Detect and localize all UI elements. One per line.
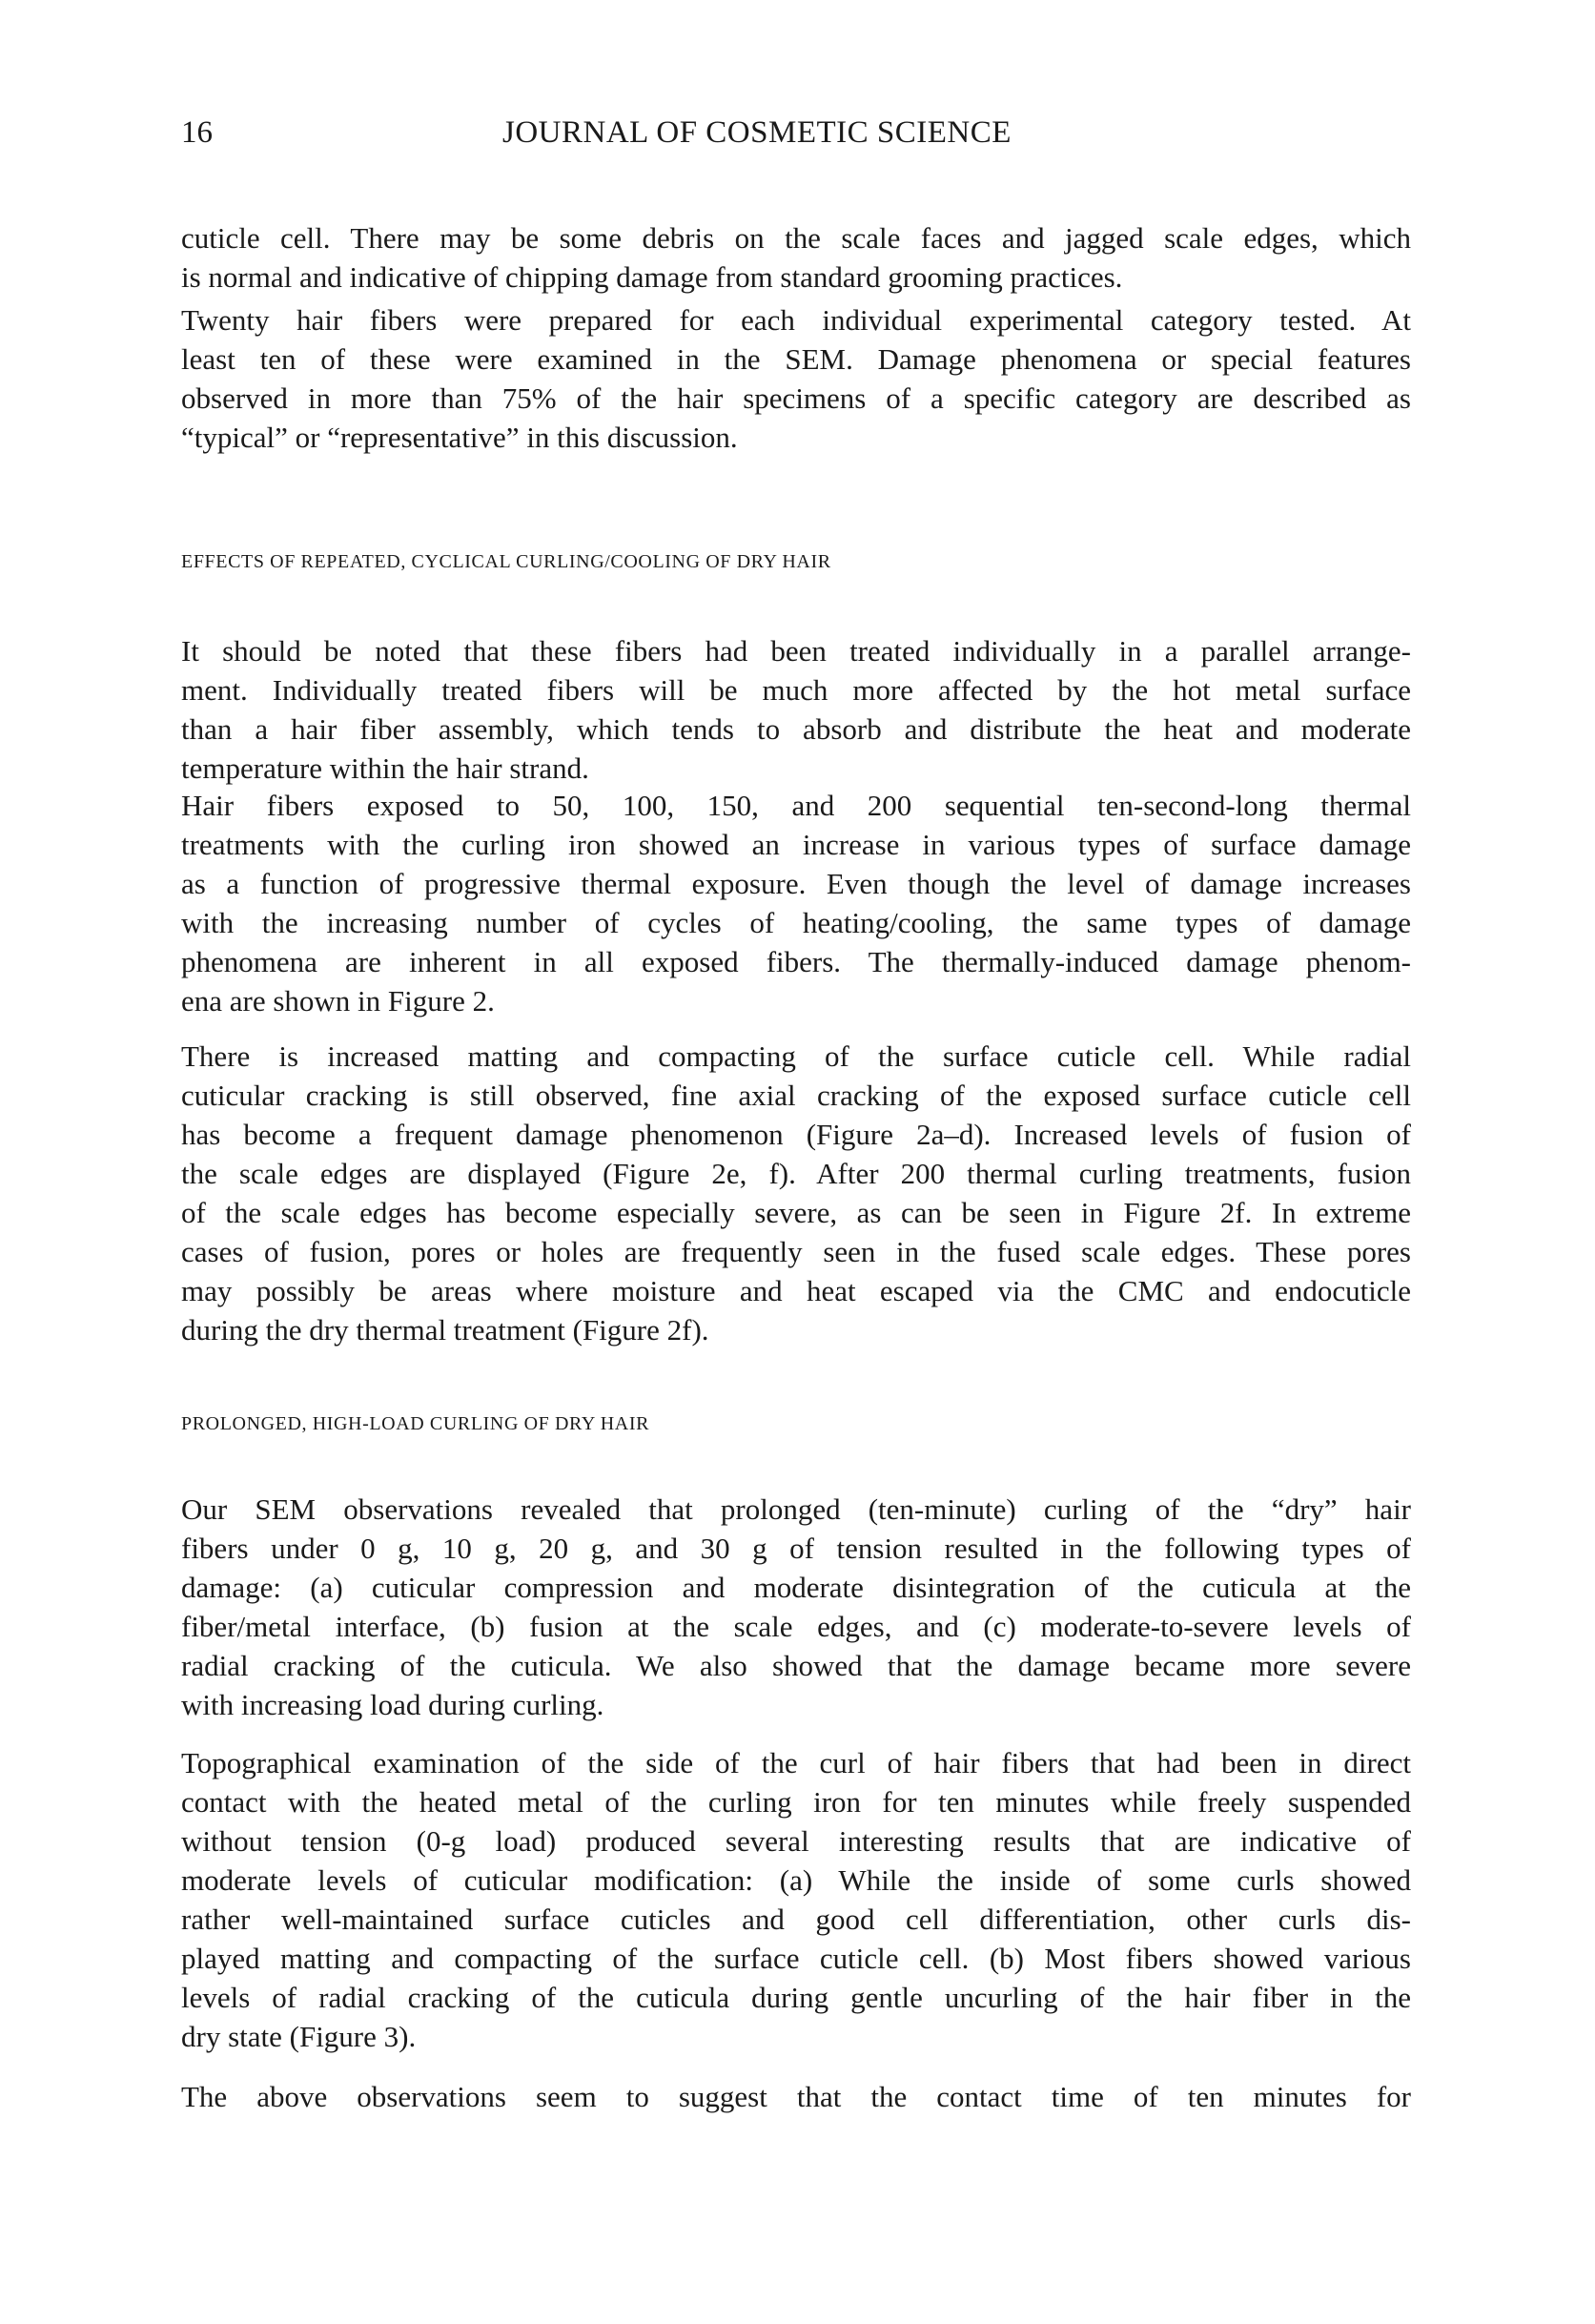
text-line: cuticle cell. There may be some debris on the scale faces and jagged scale edges, which (181, 221, 1411, 255)
text-line: fiber/metal interface, (b) fusion at the scale edges, and (c) moderate-to-severe levels of (181, 1610, 1411, 1643)
text-line: levels of radial cracking of the cuticula during gentle uncurling of the hair fiber in the (181, 1981, 1411, 2014)
text-line: It should be noted that these fibers had been treated individually in a parallel arrange- (181, 634, 1411, 668)
text-line: contact with the heated metal of the curling iron for ten minutes while freely suspended (181, 1785, 1411, 1819)
text-line: The above observations seem to suggest that the contact time of ten minutes for (181, 2080, 1411, 2113)
text-line: as a function of progressive thermal exposure. Even though the level of damage increases (181, 867, 1411, 900)
running-header-journal-title: JOURNAL OF COSMETIC SCIENCE (502, 115, 1012, 150)
text-line: treatments with the curling iron showed an increase in various types of surface damage (181, 828, 1411, 861)
text-line: moderate levels of cuticular modification: (a) While the inside of some curls showed (181, 1863, 1411, 1897)
text-line: fibers under 0 g, 10 g, 20 g, and 30 g of tension resulted in the following types of (181, 1532, 1411, 1565)
text-line: “typical” or “representative” in this discussion. (181, 421, 738, 454)
text-line: ena are shown in Figure 2. (181, 984, 495, 1018)
paragraph (181, 300, 1411, 457)
text-line: played matting and compacting of the surface cuticle cell. (b) Most fibers showed various (181, 1942, 1411, 1975)
text-line: without tension (0-g load) produced several interesting results that are indicative of (181, 1824, 1411, 1858)
text-line: dry state (Figure 3). (181, 2020, 417, 2053)
text-line: damage: (a) cuticular compression and moderate disintegration of the cuticula at the (181, 1571, 1411, 1604)
text-line: has become a frequent damage phenomenon (Figure 2a–d). Increased levels of fusion of (181, 1118, 1411, 1151)
text-line: least ten of these were examined in the SEM. Damage phenomena or special features (181, 342, 1411, 376)
text-line: of the scale edges has become especially severe, as can be seen in Figure 2f. In extreme (181, 1196, 1411, 1229)
page-number: 16 (181, 115, 213, 150)
paragraph (181, 1490, 1411, 1724)
text-line: There is increased matting and compacting of the surface cuticle cell. While radial (181, 1039, 1411, 1073)
text-line: Hair fibers exposed to 50, 100, 150, and 200 sequential ten-second-long thermal (181, 789, 1411, 822)
text-line: with increasing load during curling. (181, 1688, 604, 1721)
paragraph (181, 1743, 1411, 2056)
text-line: phenomena are inherent in all exposed fibers. The thermally-induced damage phenom- (181, 945, 1411, 978)
text-line: temperature within the hair strand. (181, 751, 589, 785)
text-line: Our SEM observations revealed that prolonged (ten-minute) curling of the “dry” hair (181, 1492, 1411, 1526)
text-line: with the increasing number of cycles of heating/cooling, the same types of damage (181, 906, 1411, 939)
text-line: cuticular cracking is still observed, fine axial cracking of the exposed surface cuticle cell (181, 1079, 1411, 1112)
text-line: the scale edges are displayed (Figure 2e, f). After 200 thermal curling treatments, fusion (181, 1157, 1411, 1190)
paragraph (181, 218, 1411, 297)
text-line: during the dry thermal treatment (Figure 2f). (181, 1313, 709, 1347)
text-line: Twenty hair fibers were prepared for each individual experimental category tested. At (181, 303, 1411, 337)
section-heading: EFFECTS OF REPEATED, CYCLICAL CURLING/COOLING OF DRY HAIR (181, 551, 831, 572)
text-line: cases of fusion, pores or holes are frequently seen in the fused scale edges. These pores (181, 1235, 1411, 1268)
paragraph (181, 2077, 1411, 2116)
paragraph (181, 631, 1411, 788)
text-line: ment. Individually treated fibers will be much more affected by the hot metal surface (181, 673, 1411, 707)
paragraph (181, 786, 1411, 1020)
text-line: Topographical examination of the side of the curl of hair fibers that had been in direct (181, 1746, 1411, 1779)
text-line: is normal and indicative of chipping damage from standard grooming practices. (181, 260, 1123, 294)
text-line: observed in more than 75% of the hair specimens of a specific category are described as (181, 381, 1411, 415)
text-line: rather well-maintained surface cuticles and good cell differentiation, other curls dis- (181, 1902, 1411, 1936)
section-heading: PROLONGED, HIGH-LOAD CURLING OF DRY HAIR (181, 1413, 650, 1434)
text-line: radial cracking of the cuticula. We also showed that the damage became more severe (181, 1649, 1411, 1682)
text-line: may possibly be areas where moisture and heat escaped via the CMC and endocuticle (181, 1274, 1411, 1307)
paragraph (181, 1037, 1411, 1349)
text-line: than a hair fiber assembly, which tends to absorb and distribute the heat and moderate (181, 712, 1411, 746)
